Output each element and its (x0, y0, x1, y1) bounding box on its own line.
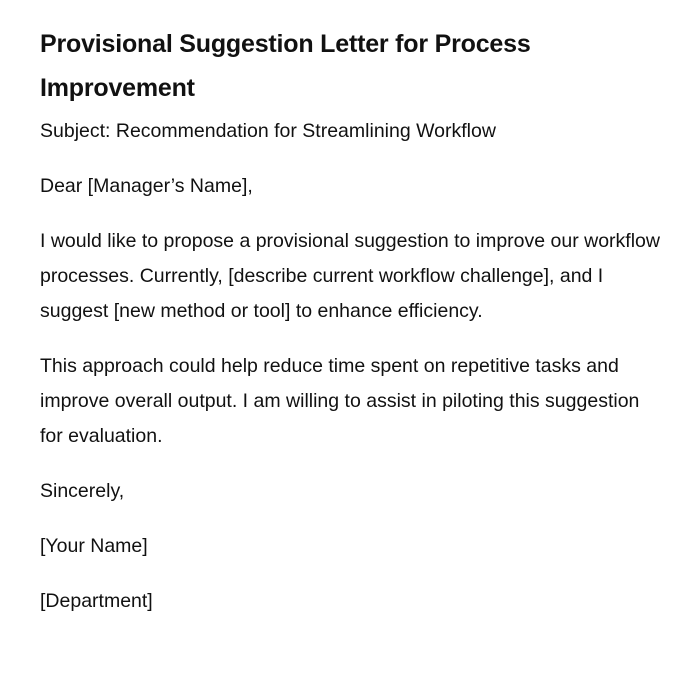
letter-body-paragraph-1: I would like to propose a provisional suggestion to improve our workflow processes. Currently, [describe current workflow challenge], and I suggest [new method or tool] to enhance efficiency. (40, 230, 660, 322)
letter-body-paragraph-2: This approach could help reduce time spent on repetitive tasks and improve overall output. I am willing to assist in piloting this suggestion for evaluation. (40, 355, 640, 447)
letter-sender-name: [Your Name] (40, 535, 148, 557)
letter-closing: Sincerely, (40, 480, 125, 502)
letter-title: Provisional Suggestion Letter for Process Improvement (40, 30, 531, 102)
letter-sender-department: [Department] (40, 590, 153, 612)
letter-subject: Subject: Recommendation for Streamlining Workflow (40, 120, 496, 142)
letter-salutation: Dear [Manager’s Name], (40, 175, 253, 197)
